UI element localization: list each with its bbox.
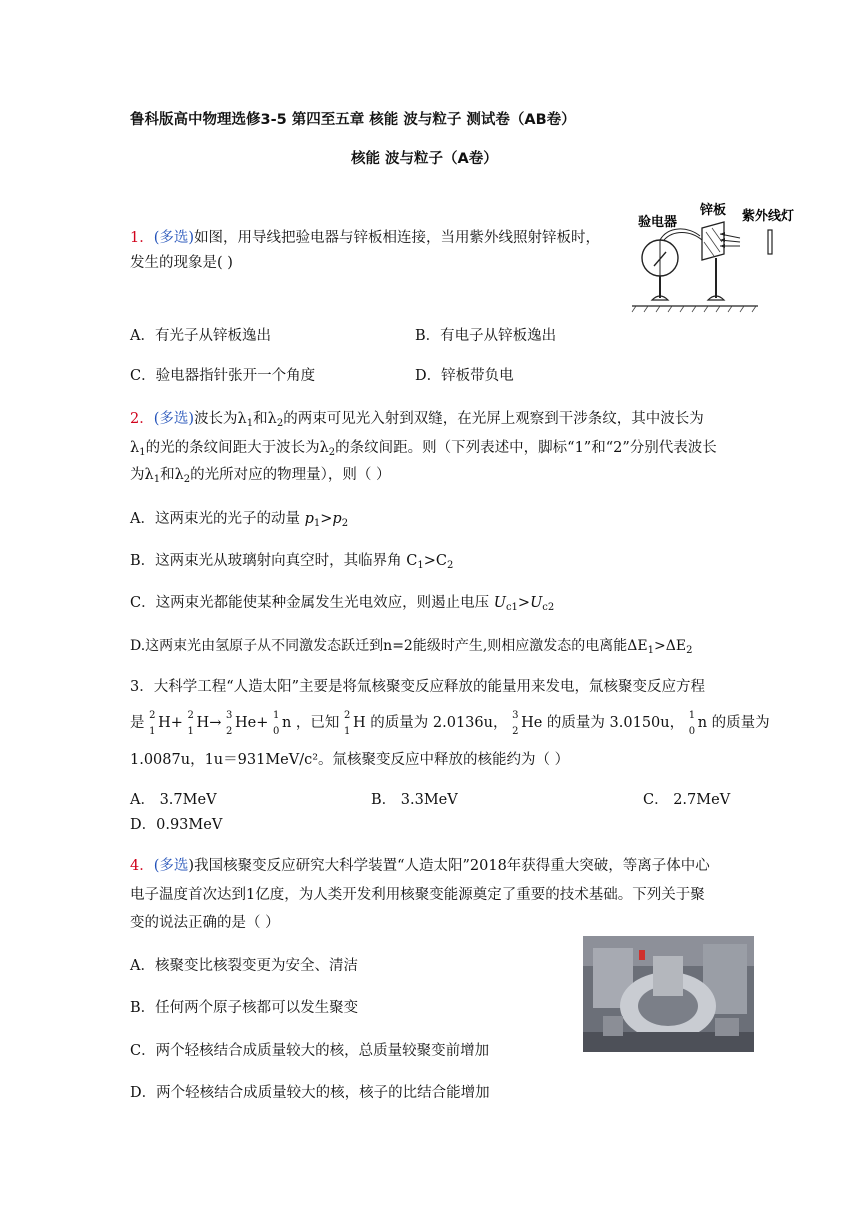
q3-line3: 1.0087u，1u＝931MeV/c²。氚核聚变反应中释放的核能约为（ ）: [130, 752, 570, 768]
q2-option-d: D.这两束光由氢原子从不同激发态跃迁到n=2能级时产生,则相应激发态的电离能$\Delta E_1>\Delta E_2$: [130, 638, 693, 656]
electroscope-label: 验电器: [638, 215, 678, 230]
q1-option-c: C．验电器指针张开一个角度: [130, 368, 316, 384]
q2-option-a: A．这两束光的光子的动量 $p_1>p_2$: [130, 511, 349, 529]
q4-number: 4．: [130, 858, 154, 874]
zinc-plate-label: 锌板: [700, 203, 727, 218]
q4-multi-tag: (多选: [153, 858, 189, 874]
q2-multi-tag: (多选): [153, 411, 195, 427]
q3-option-c: C． 2.7MeV: [643, 792, 731, 808]
electroscope-figure: [628, 198, 795, 314]
q4-line3: 变的说法正确的是（ ）: [130, 915, 280, 931]
q4-line2: 电子温度首次达到1亿度，为人类开发利用核聚变能源奠定了重要的技术基础。下列关于聚: [130, 887, 705, 903]
q3-option-b: B． 3.3MeV: [371, 792, 458, 808]
q3-line1: 3．大科学工程“人造太阳”主要是将氚核聚变反应释放的能量用来发电，氚核聚变反应方程: [130, 679, 706, 695]
q2-number: 2．: [130, 411, 154, 427]
q1-number: 1．: [130, 230, 154, 246]
q4-option-d: D．两个轻核结合成质量较大的核，核子的比结合能增加: [130, 1085, 490, 1101]
q4-option-c: C．两个轻核结合成质量较大的核，总质量较聚变前增加: [130, 1043, 490, 1059]
q3-option-d: D．0.93MeV: [130, 817, 223, 833]
q4-option-a: A．核聚变比核裂变更为安全、清洁: [130, 958, 358, 974]
q1-multi-tag: (多选): [153, 230, 195, 246]
q2-option-b: B．这两束光从玻璃射向真空时，其临界角 $C_1>C_2$: [130, 553, 454, 571]
q3-line2: 是 2 1 H+ 2 1 H→ 3 2 He+ 1 0 n ，已知 2 1 H 的质量为 2.0136u， 3 2 He 的质量为 3.0150u， 1 0 n 的质量为: [130, 710, 770, 737]
q1-option-a: A．有光子从锌板逸出: [130, 328, 271, 344]
q2-line2: $\lambda_1$的光的条纹间距大于波长为$\lambda_2$的条纹间距。则（下列表述中，脚标“1”和“2”分别代表波长: [130, 440, 717, 458]
q1-line1: [130, 228, 600, 248]
q1-option-b: B．有电子从锌板逸出: [415, 328, 557, 344]
fusion-device-photo: [583, 936, 754, 1052]
uv-lamp-label: 紫外线灯: [742, 209, 795, 224]
q2-option-c: C．这两束光都能使某种金属发生光电效应，则遏止电压 $U_{c1}>U_{c2}$: [130, 595, 555, 613]
page-title: 鲁科版高中物理选修3-5 第四至五章 核能 波与粒子 测试卷（AB卷）: [130, 112, 576, 128]
q2-line3: 为$\lambda_1$和$\lambda_2$的光所对应的物理量），则（ ）: [130, 467, 391, 485]
q1-text: 如图，用导线把验电器与锌板相连接，当用紫外线照射锌板时，: [194, 230, 601, 246]
q1-line2: 发生的现象是( ): [130, 255, 233, 271]
page-subtitle: 核能 波与粒子（A卷）: [351, 151, 498, 167]
q4-line1: 4．(多选)我国核聚变反应研究大科学装置“人造太阳”2018年获得重大突破，等离子体中心: [130, 858, 710, 874]
q1-option-d: D．锌板带负电: [415, 368, 514, 384]
q2-line1: 2．(多选)波长为$\lambda_1$和$\lambda_2$的两束可见光入射到双缝，在光屏上观察到干涉条纹，其中波长为: [130, 411, 704, 429]
q3-option-a: A． 3.7MeV: [130, 792, 217, 808]
q4-option-b: B．任何两个原子核都可以发生聚变: [130, 1000, 359, 1016]
